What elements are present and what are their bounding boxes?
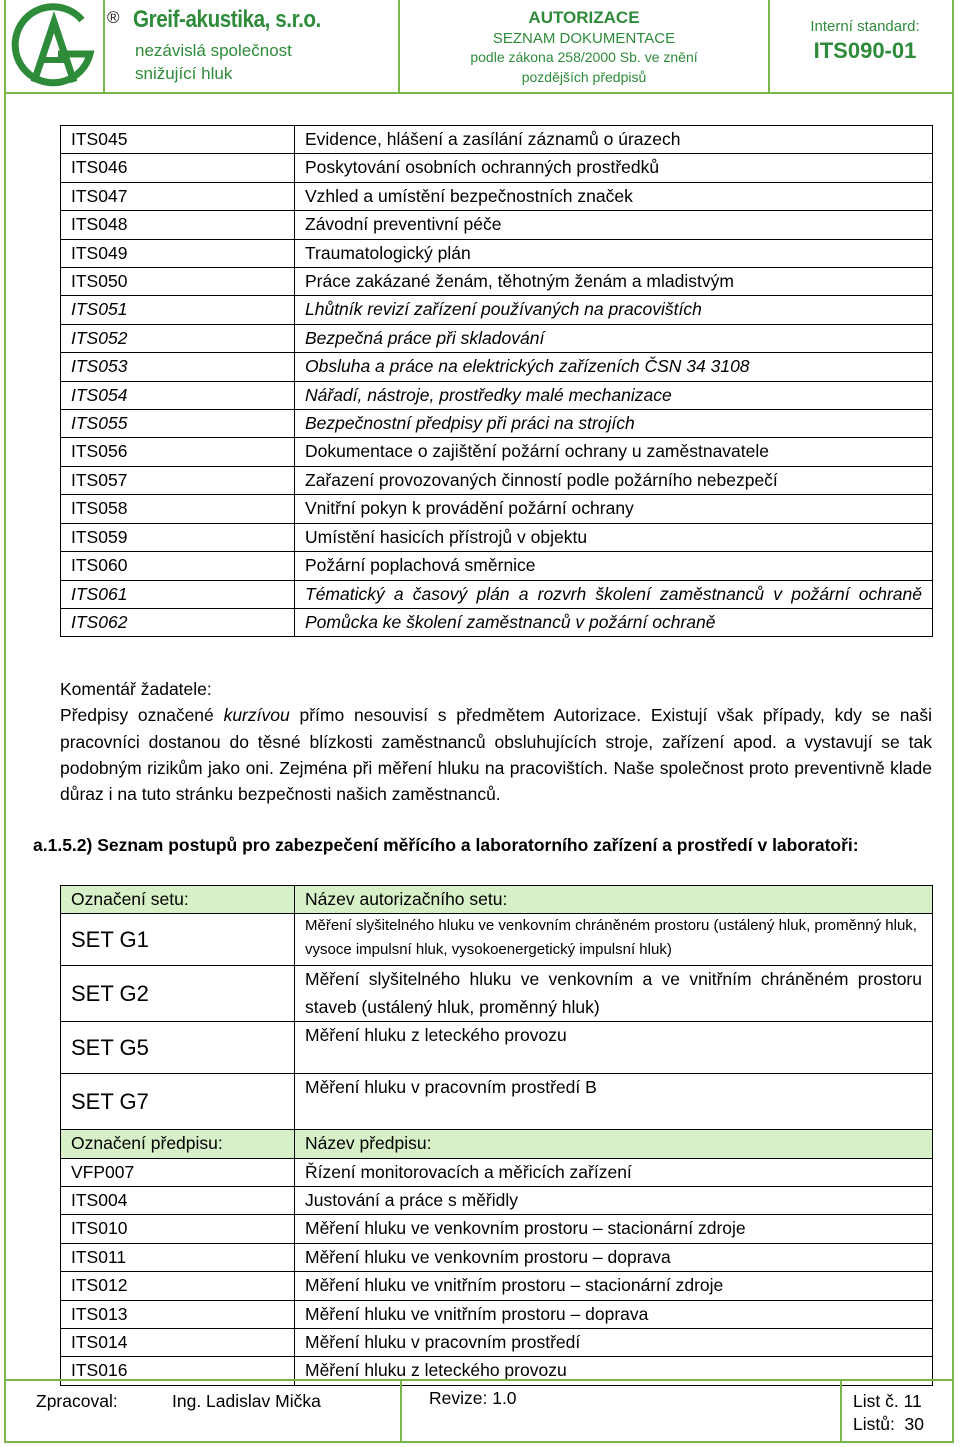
comment-heading: Komentář žadatele: — [60, 679, 212, 699]
regulations-header-code: Označení předpisu: — [61, 1130, 295, 1158]
regulation-name: Zařazení provozovaných činností podle požárního nebezpečí — [295, 466, 933, 494]
sets-table — [60, 885, 933, 1386]
regulation-row — [61, 154, 933, 182]
set-row — [61, 1074, 933, 1130]
set-row — [61, 966, 933, 1022]
company-tagline — [135, 39, 292, 85]
regulation-code: ITS051 — [61, 296, 295, 324]
regulation-row — [61, 466, 933, 494]
regulation-row — [61, 126, 933, 154]
applicant-comment — [60, 676, 932, 807]
page-number: List č. 11 — [853, 1391, 922, 1411]
regulation-name: Dokumentace o zajištění požární ochrany u zaměstnavatele — [295, 438, 933, 466]
procedure-row — [61, 1272, 933, 1300]
regulations-header-name: Název předpisu: — [295, 1130, 933, 1158]
page-count: Listů: 30 — [853, 1414, 925, 1434]
regulation-row — [61, 495, 933, 523]
footer-divider — [840, 1381, 842, 1443]
regulation-row — [61, 296, 933, 324]
procedure-name: Měření hluku ve vnitřním prostoru – stacionární zdroje — [295, 1272, 933, 1300]
procedure-name: Měření hluku ve venkovním prostoru – doprava — [295, 1243, 933, 1271]
header-divider — [103, 0, 105, 94]
procedure-name: Měření hluku z leteckého provozu — [295, 1357, 933, 1385]
regulations-table — [60, 125, 933, 637]
procedure-code: ITS016 — [61, 1357, 295, 1385]
procedure-row — [61, 1329, 933, 1357]
regulation-name: Pomůcka ke školení zaměstnanců v požární ochraně — [295, 608, 933, 636]
procedure-code: ITS010 — [61, 1215, 295, 1243]
regulation-row — [61, 211, 933, 239]
company-name: Greif-akustika, s.r.o. — [133, 6, 321, 33]
procedure-code: ITS012 — [61, 1272, 295, 1300]
regulation-row — [61, 523, 933, 551]
procedure-row — [61, 1243, 933, 1271]
regulation-code: ITS058 — [61, 495, 295, 523]
regulation-name: Obsluha a práce na elektrických zařízeních ČSN 34 3108 — [295, 353, 933, 381]
regulation-name: Vnitřní pokyn k provádění požární ochrany — [295, 495, 933, 523]
law-reference-1: podle zákona 258/2000 Sb. ve znění — [470, 49, 698, 65]
regulation-name: Vzhled a umístění bezpečnostních značek — [295, 182, 933, 210]
sets-header-code: Označení setu: — [61, 886, 295, 914]
tagline-line-1: nezávislá společnost — [135, 41, 292, 60]
regulation-row — [61, 438, 933, 466]
regulation-code: ITS054 — [61, 381, 295, 409]
regulation-row — [61, 353, 933, 381]
regulation-code: ITS061 — [61, 580, 295, 608]
revision: Revize: 1.0 — [429, 1388, 517, 1408]
regulation-code: ITS045 — [61, 126, 295, 154]
regulations-header-row — [61, 1130, 933, 1158]
procedure-name: Měření hluku ve vnitřním prostoru – doprava — [295, 1300, 933, 1328]
procedure-code: ITS014 — [61, 1329, 295, 1357]
standard-label: Interní standard: — [810, 18, 920, 35]
regulation-name: Umístění hasicích přístrojů v objektu — [295, 523, 933, 551]
document-title: AUTORIZACE — [528, 8, 640, 27]
regulation-code: ITS047 — [61, 182, 295, 210]
regulation-row — [61, 608, 933, 636]
regulation-name: Traumatologický plán — [295, 239, 933, 267]
procedure-name: Měření hluku ve venkovním prostoru – stacionární zdroje — [295, 1215, 933, 1243]
procedure-row — [61, 1300, 933, 1328]
section-heading: a.1.5.2) Seznam postupů pro zabezpečení měřícího a laboratorního zařízení a prostředí v laboratoři: — [33, 835, 859, 855]
procedure-name: Justování a práce s měřidly — [295, 1187, 933, 1215]
regulation-row — [61, 580, 933, 608]
set-row — [61, 1022, 933, 1074]
regulation-name: Lhůtník revizí zařízení používaných na pracovištích — [295, 296, 933, 324]
comment-paragraph — [60, 702, 932, 807]
regulation-code: ITS048 — [61, 211, 295, 239]
regulation-row — [61, 182, 933, 210]
company-logo — [8, 2, 100, 92]
regulation-code: ITS059 — [61, 523, 295, 551]
procedure-name: Řízení monitorovacích a měřicích zařízení — [295, 1158, 933, 1186]
prepared-name: Ing. Ladislav Mička — [172, 1391, 321, 1411]
regulation-row — [61, 410, 933, 438]
regulation-code: ITS050 — [61, 268, 295, 296]
regulation-name: Poskytování osobních ochranných prostředků — [295, 154, 933, 182]
page-footer — [4, 1379, 954, 1443]
set-code: SET G7 — [61, 1074, 295, 1130]
procedure-code: ITS011 — [61, 1243, 295, 1271]
set-name: Měření hluku z leteckého provozu — [295, 1022, 933, 1074]
comment-italic-word: kurzívou — [223, 705, 290, 726]
set-name: Měření slyšitelného hluku ve venkovním a ve vnitřním chráněném prostoru staveb (ustálený hluk, proměnný hluk) — [295, 966, 933, 1022]
set-code: SET G1 — [61, 914, 295, 966]
comment-text: přímo nesouvisí s předmětem Autorizace. Existují však případy, kdy se naši pracovníci dostanou do těsné blízkosti zaměstnanců obsluhujících stroje, zařízení apod. a vystavují se tak podobným rizikům jako oni. Zejména při měření hluku na pracovištích. Naše společnost proto preventivně klade důraz i na tuto stránku bezpečnosti našich zaměstnanců. — [60, 705, 932, 805]
footer-divider — [400, 1381, 402, 1443]
set-code: SET G2 — [61, 966, 295, 1022]
regulation-code: ITS057 — [61, 466, 295, 494]
comment-text: Předpisy označené — [60, 705, 224, 726]
regulation-name: Tématický a časový plán a rozvrh školení zaměstnanců v požární ochraně — [295, 580, 933, 608]
regulation-name: Evidence, hlášení a zasílání záznamů o úrazech — [295, 126, 933, 154]
regulation-code: ITS060 — [61, 552, 295, 580]
regulation-code: ITS053 — [61, 353, 295, 381]
procedure-code: VFP007 — [61, 1158, 295, 1186]
procedure-code: ITS013 — [61, 1300, 295, 1328]
procedure-row — [61, 1158, 933, 1186]
sets-header-name: Název autorizačního setu: — [295, 886, 933, 914]
regulation-name: Bezpečnostní předpisy při práci na strojích — [295, 410, 933, 438]
document-subtitle: SEZNAM DOKUMENTACE — [492, 30, 676, 47]
procedure-code: ITS004 — [61, 1187, 295, 1215]
tagline-line-2: snižující hluk — [135, 64, 233, 83]
regulation-code: ITS049 — [61, 239, 295, 267]
set-name: Měření slyšitelného hluku ve venkovním chráněném prostoru (ustálený hluk, proměnný hluk, vysoce impulsní hluk, vysokoenergetický impulsní hluk) — [295, 914, 933, 966]
regulation-code: ITS062 — [61, 608, 295, 636]
standard-block — [770, 17, 960, 65]
set-code: SET G5 — [61, 1022, 295, 1074]
document-title-block — [404, 7, 764, 88]
regulation-name: Závodní preventivní péče — [295, 211, 933, 239]
regulation-code: ITS056 — [61, 438, 295, 466]
set-name: Měření hluku v pracovním prostředí B — [295, 1074, 933, 1130]
regulation-row — [61, 381, 933, 409]
prepared-label: Zpracoval: — [36, 1391, 118, 1411]
regulation-code: ITS046 — [61, 154, 295, 182]
header-divider — [398, 0, 400, 94]
registered-mark: ® — [107, 8, 120, 27]
regulation-row — [61, 239, 933, 267]
sets-header-row — [61, 886, 933, 914]
law-reference-2: pozdějších předpisů — [521, 69, 647, 85]
regulation-row — [61, 268, 933, 296]
regulation-row — [61, 324, 933, 352]
regulation-name: Nářadí, nástroje, prostředky malé mechanizace — [295, 381, 933, 409]
procedure-name: Měření hluku v pracovním prostředí — [295, 1329, 933, 1357]
regulation-name: Požární poplachová směrnice — [295, 552, 933, 580]
procedure-row — [61, 1187, 933, 1215]
set-row — [61, 914, 933, 966]
regulation-name: Bezpečná práce při skladování — [295, 324, 933, 352]
regulation-name: Práce zakázané ženám, těhotným ženám a mladistvým — [295, 268, 933, 296]
regulation-row — [61, 552, 933, 580]
regulation-code: ITS052 — [61, 324, 295, 352]
standard-code: ITS090-01 — [813, 38, 917, 63]
procedure-row — [61, 1215, 933, 1243]
regulation-code: ITS055 — [61, 410, 295, 438]
